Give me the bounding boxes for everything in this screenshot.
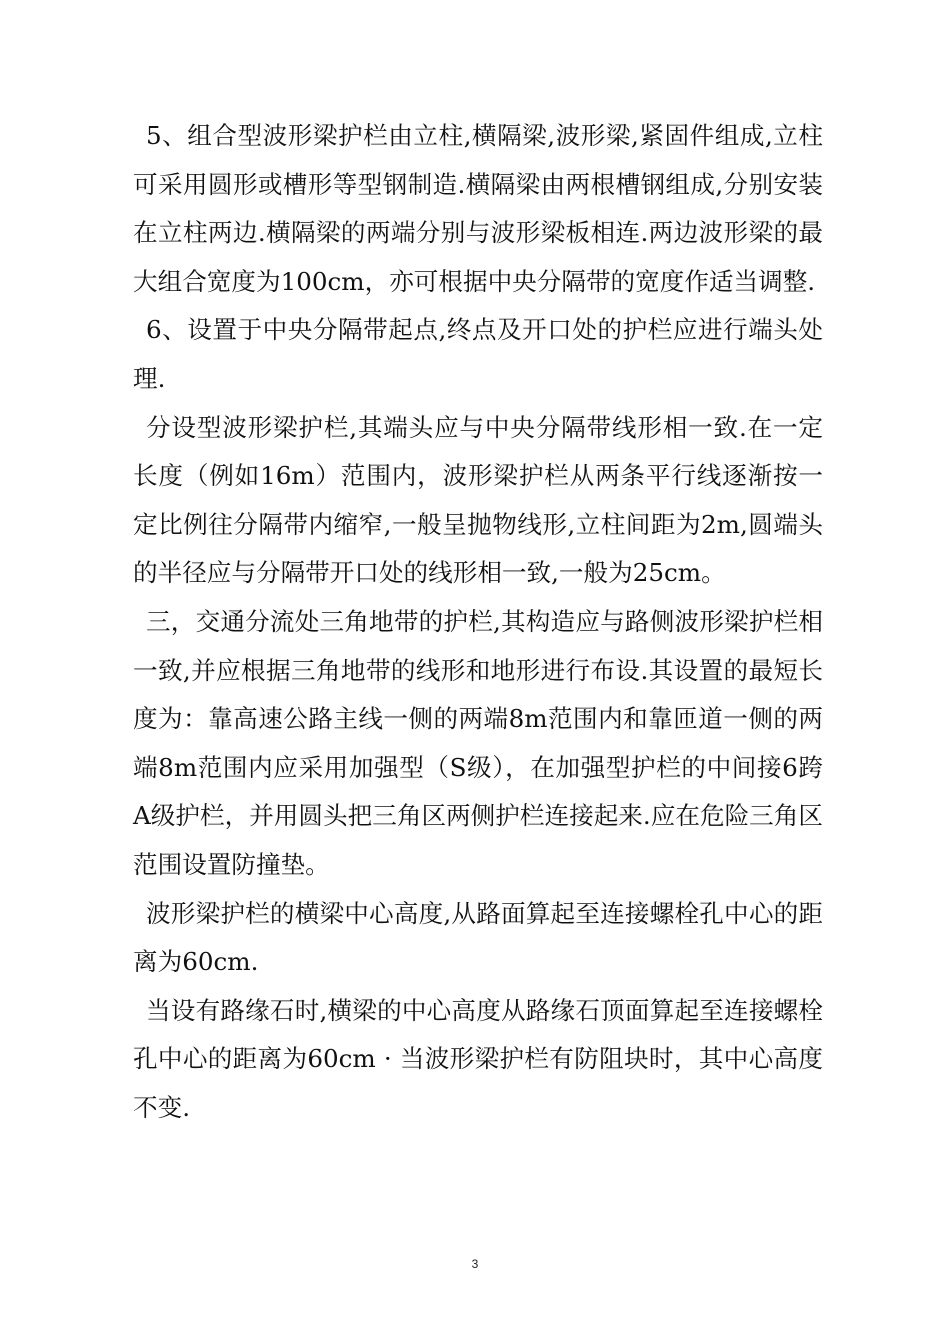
paragraph-combined-guardrail: 5、组合型波形梁护栏由立柱,横隔梁,波形梁,紧固件组成,立柱可采用圆形或槽形等型钢制造.横隔梁由两根槽钢组成,分别安装在立柱两边.横隔梁的两端分别与波形梁板相连.两边波形梁的最大组合宽度为100cm，亦可根据中央分隔带的宽度作适当调整.	[133, 121, 823, 296]
document-body	[133, 112, 823, 1132]
page-number: 3	[471, 1257, 479, 1271]
paragraph-curb-height: 当设有路缘石时,横梁的中心高度从路缘石顶面算起至连接螺栓孔中心的距离为60cm · 当波形梁护栏有防阻块时，其中心高度不变.	[133, 995, 823, 1122]
paragraph-beam-height: 波形梁护栏的横梁中心高度,从路面算起至连接螺栓孔中心的距离为60cm.	[133, 898, 823, 977]
paragraph-triangle-zone: 三，交通分流处三角地带的护栏,其构造应与路侧波形梁护栏相一致,并应根据三角地带的线形和地形进行布设.其设置的最短长度为：靠高速公路主线一侧的两端8m范围内和靠匝道一侧的两端8m范围内应采用加强型（S级），在加强型护栏的中间接6跨A级护栏，并用圆头把三角区两侧护栏连接起来.应在危险三角区范围设置防撞垫。	[133, 606, 823, 879]
paragraph-separated-guardrail-end: 分设型波形梁护栏,其端头应与中央分隔带线形相一致.在一定长度（例如16m）范围内，波形梁护栏从两条平行线逐渐按一定比例往分隔带内缩窄,一般呈抛物线形,立柱间距为2m,圆端头的半径应与分隔带开口处的线形相一致,一般为25cm。	[133, 412, 823, 588]
paragraph-end-treatment: 6、设置于中央分隔带起点,终点及开口处的护栏应进行端头处理.	[133, 315, 823, 393]
